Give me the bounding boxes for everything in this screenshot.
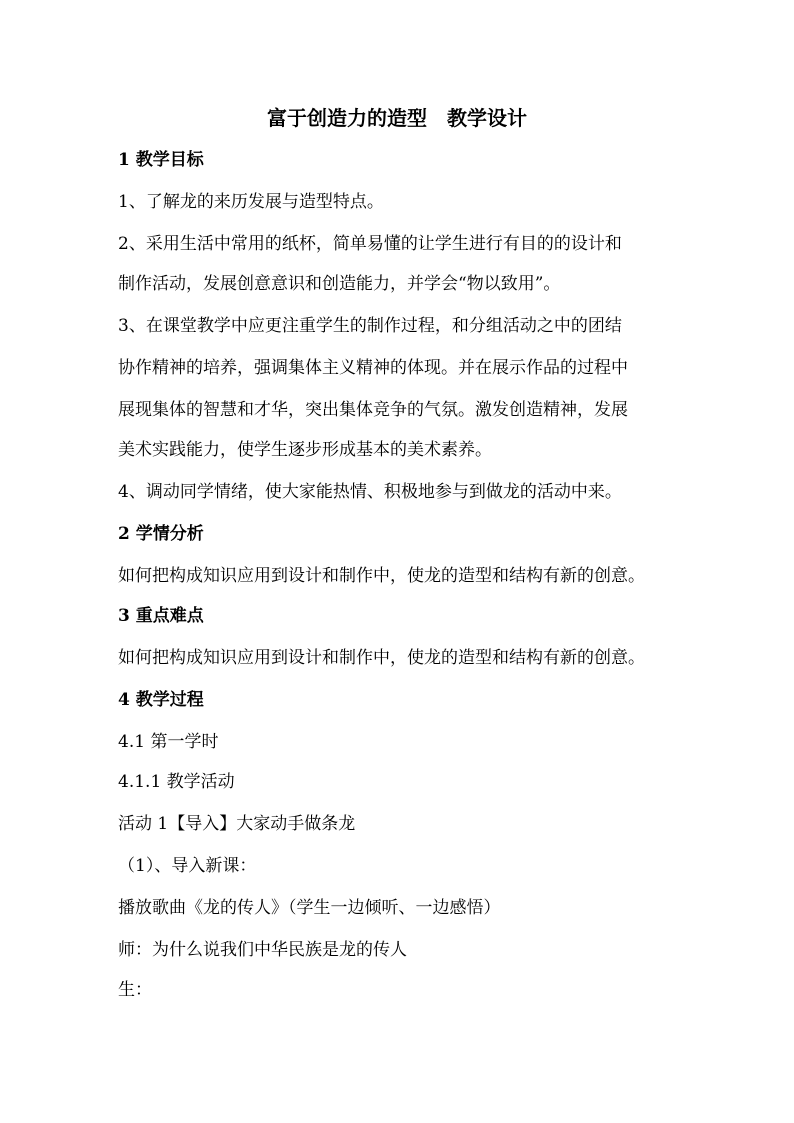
paragraph-line: 制作活动，发展创意意识和创造能力，并学会“物以致用”。 xyxy=(118,274,561,294)
paragraph-line: 美术实践能力，使学生逐步形成基本的美术素养。 xyxy=(118,440,492,460)
section-heading-objectives: 1 教学目标 xyxy=(118,150,204,170)
section-heading-key-points: 3 重点难点 xyxy=(118,606,204,626)
paragraph-line: 协作精神的培养，强调集体主义精神的体现。并在展示作品的过程中 xyxy=(118,358,628,378)
subsection-heading: 4.1 第一学时 xyxy=(118,732,219,752)
paragraph-line: 展现集体的智慧和才华，突出集体竞争的气氛。激发创造精神，发展 xyxy=(118,400,628,420)
paragraph-line: 播放歌曲《龙的传人》（学生一边倾听、一边感悟） xyxy=(118,898,501,918)
paragraph-line: 活动 1【导入】大家动手做条龙 xyxy=(118,814,356,834)
paragraph-line: 3、在课堂教学中应更注重学生的制作过程，和分组活动之中的团结 xyxy=(118,316,622,336)
paragraph-line: 生： xyxy=(118,980,152,1000)
paragraph-line: 2、采用生活中常用的纸杯，简单易懂的让学生进行有目的的设计和 xyxy=(118,234,622,254)
document-title: 富于创造力的造型 教学设计 xyxy=(267,106,527,130)
paragraph-line: 4、调动同学情绪，使大家能热情、积极地参与到做龙的活动中来。 xyxy=(118,482,622,502)
paragraph-line: 如何把构成知识应用到设计和制作中，使龙的造型和结构有新的创意。 xyxy=(118,566,645,586)
paragraph-line: 1、了解龙的来历发展与造型特点。 xyxy=(118,192,384,212)
section-heading-analysis: 2 学情分析 xyxy=(118,524,204,544)
paragraph-line: 如何把构成知识应用到设计和制作中，使龙的造型和结构有新的创意。 xyxy=(118,648,645,668)
section-heading-process: 4 教学过程 xyxy=(118,690,204,710)
subsection-heading: 4.1.1 教学活动 xyxy=(118,772,235,792)
paragraph-line: （1）、导入新课： xyxy=(118,856,257,876)
paragraph-line: 师：为什么说我们中华民族是龙的传人 xyxy=(118,940,407,960)
